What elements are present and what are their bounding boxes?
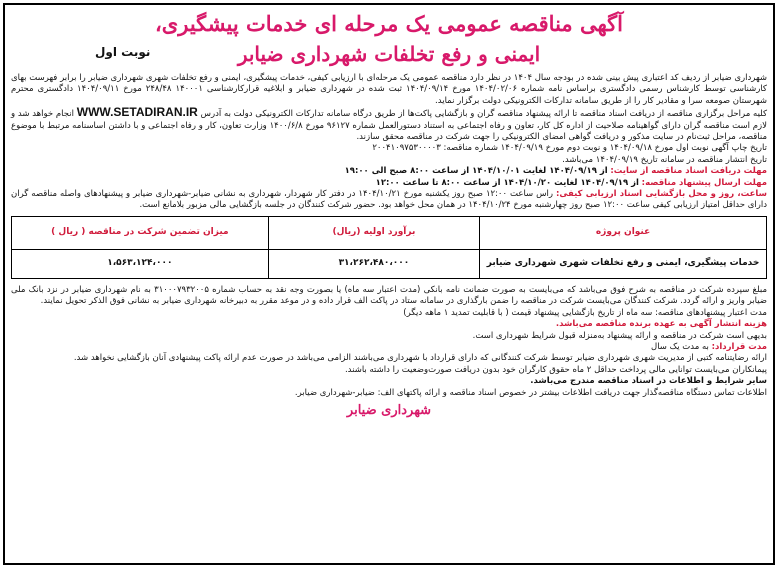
paragraph-contact: اطلاعات تماس دستگاه مناقصه‌گذار جهت دریافت اطلاعات بیشتر در خصوص اسناد مناقصه و ارائه پاکتهای الف: ضیابر-شهرداری ضیابر. [294,387,767,398]
process-text-after: انجام خواهد شد و لازم است مناقصه گران دارای گواهینامه صلاحیت از اداره کل کار، تعاون و رفاه اجتماعی به استناد دستورالعمل شماره ۹۶۱۲۷ مورخ ۱۴۰۰/۶/۸ وزارت تعاون، کار و رفاه اجتماعی و با داشتن اساسنامه مرتبط با موضوع مناقصه، مراحل ثبت‌نام در سایت مذکور و دریافت گواهی امضای الکترونیکی را جهت شرکت در مناقصه محقق سازند. [11,109,767,143]
table-header-row [12,216,767,249]
doc-deadline [11,166,767,177]
notice-title-line2: ایمنی و رفع تخلفات شهرداری ضیابر [237,42,541,66]
print-date: تاریخ چاپ آگهی نوبت اول مورخ ۱۴۰۴/۰۹/۱۸ و نوبت دوم مورخ ۱۴۰۴/۰۹/۱۹ شماره مناقصه: ۲۰۰۴۱۰۹۷۵۳۰۰۰۰۳ [372,143,767,154]
header-initial-estimate: برآورد اولیه (ریال) [268,216,479,249]
cell-guarantee-amount: ۱،۵۶۳،۱۲۴،۰۰۰ [12,249,269,278]
opening-label: ساعت، روز و محل بازگشایی اسناد ارزیابی کیفی: [555,189,767,200]
paragraph-duration [11,342,767,353]
duration-value: به مدت یک سال [651,341,709,352]
paragraph-other-terms: سایر شرایط و اطلاعات در اسناد مناقصه مندرج می‌باشد. [530,376,767,387]
opening-value: راس ساعت ۱۲:۰۰ صبح روز یکشنبه مورخ ۱۴۰۴/۱۰/۲۱ در دفتر کار شهردار، شهرداری به نشانی ضیابر-شهرداری ضیابر و پیشنهادهای واصله مناقصه گران دارای حداقل امتیاز ارزیابی کیفی ساعت ۱۲:۰۰ صبح روز چهارشنبه مورخ ۱۴۰۴/۱۰/۲۴ در همان محل خواهد بود. حضور شرکت کنندگان در جلسه بازگشایی مالی مزبور بلامانع است. [11,189,767,211]
paragraph-process [11,107,767,143]
offer-deadline [11,178,767,189]
tender-notice [3,3,775,565]
tender-table [11,216,767,279]
process-text-before: کلیه مراحل برگزاری مناقصه از دریافت اسناد مناقصه تا ارائه پیشنهاد مناقصه گران و بازگشایی پاکت‌ها از طریق درگاه سامانه تدارکات الکترونیکی دولت به آدرس [200,109,768,120]
doc-deadline-value: از ۱۴۰۴/۰۹/۱۹ لغایت ۱۴۰۴/۱۰/۰۱ از ساعت ۸:۰۰ صبح الی ۱۹:۰۰ [344,166,608,177]
header-guarantee-amount: میزان تضمین شرکت در مناقصه ( ریال ) [12,216,269,249]
table-row [12,249,767,278]
notice-title-line1: آگهی مناقصه عمومی یک مرحله ای خدمات پیشگیری، [155,11,623,36]
paragraph-contractor: پیمانکاران می‌بایست توانایی مالی پرداخت حداقل ۲ ماه حقوق کارگران خود بدون دریافت صورت‌وضعیت را داشته باشند. [344,364,767,375]
header-project-title: عنوان پروژه [480,216,767,249]
paragraph-acceptance: بدیهی است شرکت در مناقصه و ارائه پیشنهاد به‌منزله قبول شرایط شهرداری است. [472,330,767,341]
opening-info [11,189,767,212]
cell-initial-estimate: ۳۱،۲۶۲،۴۸۰،۰۰۰ [268,249,479,278]
paragraph-deposit: مبلغ سپرده شرکت در مناقصه به شرح فوق می‌باشد که می‌بایست به صورت ضمانت نامه بانکی (مدت اعتبار سه ماه) یا بصورت وجه نقد به حساب شماره ۳۱۰۰۰۷۹۳۲۰۰۵ به نام شهرداری ضیابر در نزد بانک ملی ضیابر واریز و ارائه گردد. شرکت کنندگان می‌بایست شرکت در مناقصه را ضمن بارگذاری در سامانه ستاد در پاکت الف قرار داده و در موعد مقرر به دبیرخانه شهرداری ضیابر به نشانی فوق الذکر تحویل نمایند. [11,284,767,307]
paragraph-commitment: ارائه رضایتنامه کتبی از مدیریت شهری شهرداری ضیابر توسط شرکت کنندگانی که دارای قرارداد با شهرداری می‌باشند الزامی می‌باشد در صورت عدم ارائه پاکت پیشنهادی آنان بازگشایی نخواهد شد. [73,353,767,364]
offer-deadline-label: مهلت ارسال پیشنهاد مناقصه: [641,177,767,188]
doc-deadline-label: مهلت دریافت اسناد مناقصه از سایت: [610,166,767,177]
cell-project-title: خدمات پیشگیری، ایمنی و رفع تخلفات شهری شهرداری ضیابر [480,249,767,278]
round-label: نوبت اول [95,45,151,59]
notice-body [11,73,767,416]
signature: شهرداری ضیابر [346,402,432,418]
paragraph-validity: مدت اعتبار پیشنهادهای مناقصه: سه ماه از تاریخ بازگشایی پیشنهاد قیمت ( با قابلیت تمدید ۱ ماهه دیگر) [403,307,767,318]
paragraph-intro: شهرداری ضیابر از ردیف کد اعتباری پیش بینی شده در بودجه سال ۱۴۰۴ در نظر دارد مناقصه عمومی یک مرحله‌ای با ارزیابی کیفی، خدمات پیشگیری، ایمنی و رفع تخلفات شهری شهرداری ضیابر را برابر فهرست بهای کارشناسی توسط کارشناس رسمی دادگستری براساس نامه شماره ۱۴۰۴/۰۲/۰۶ مورخ ۱۴۰۴/۰۹/۱۴ ثبت شده در شهرداری ضیابر و ابلاغیه قرارکارشناسی ۱۴۰۰۰۱ ۲۴۸/۴۸ مورخ ۱۴۰۴/۰۹/۱۱ دادگستری محترم شهرستان صومعه سرا و مقادیر کار را از طریق سامانه تدارکات الکترونیکی دولت برگزار نماید. [11,73,767,106]
paragraph-ad-cost: هزینه انتشار آگهی به عهده برنده مناقصه می‌باشد. [555,319,767,330]
publish-date: تاریخ انتشار مناقصه در سامانه تاریخ ۱۴۰۴/۰۹/۱۹ می‌باشد. [562,154,767,165]
offer-deadline-value: از ۱۴۰۴/۰۹/۱۹ لغایت ۱۴۰۴/۱۰/۲۰ از ساعت ۸:۰۰ تا ساعت ۱۲:۰۰ [375,177,639,188]
website-link[interactable]: WWW.SETADIRAN.IR [76,105,198,120]
duration-label: مدت قرارداد: [711,341,767,352]
